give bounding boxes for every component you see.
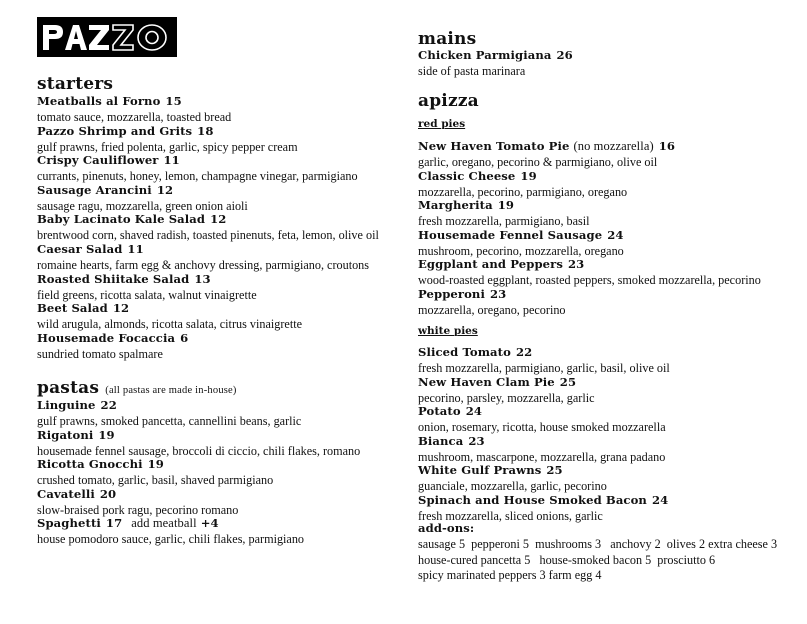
item-title: Spaghetti (37, 516, 101, 531)
section-title-pastas: pastas (all pastas are made in-house) (37, 378, 237, 398)
item-price: 18 (197, 123, 214, 138)
item-price: 6 (180, 330, 189, 345)
addons-line: house-cured pancetta 5 house-smoked bacon 5 prosciutto 6 (418, 552, 716, 567)
menu-item-name (37, 212, 226, 226)
menu-item-description: garlic, oregano, pecorino & parmigiano, olive oil (418, 155, 658, 169)
addons-title: add-ons: (418, 521, 475, 535)
menu-item-name (418, 463, 563, 477)
menu-item-name (418, 228, 624, 242)
menu-item-name (418, 375, 576, 389)
item-title: New Haven Tomato Pie (418, 139, 570, 153)
menu-item-name (37, 242, 144, 256)
item-title: Crispy Cauliflower (37, 153, 159, 168)
menu-item-description: fresh mozzarella, parmigiano, garlic, basil, olive oil (418, 361, 670, 375)
menu-item-name (37, 457, 164, 471)
item-price: 25 (546, 463, 563, 478)
item-title: Cavatelli (37, 486, 95, 501)
menu-item-description: romaine hearts, farm egg & anchovy dressing, parmigiano, croutons (37, 258, 370, 272)
item-price: 11 (127, 242, 144, 256)
menu-item-description: brentwood corn, shaved radish, toasted pinenuts, feta, lemon, olive oil (37, 228, 379, 243)
item-price: 22 (515, 345, 533, 359)
item-title: Sliced Tomato (418, 345, 511, 359)
menu-item-description: guanciale, mozzarella, garlic, pecorino (418, 479, 607, 494)
menu-item-name (418, 434, 485, 448)
item-title: Housemade Fennel Sausage (418, 227, 603, 242)
menu-item-description: side of pasta marinara (418, 64, 526, 78)
menu-item-name (418, 404, 482, 418)
item-title: Baby Lacinato Kale Salad (37, 212, 206, 227)
item-price: 19 (98, 427, 115, 442)
menu-item-name (418, 198, 514, 212)
menu-item-name (418, 169, 537, 183)
item-title: Potato (418, 404, 461, 419)
menu-item-description: sundried tomato spalmare (37, 346, 163, 361)
item-extra-price: +4 (200, 516, 219, 531)
pazzo-logo (37, 17, 177, 57)
menu-item-name (37, 124, 214, 138)
menu-item-name (37, 301, 129, 315)
menu-item-description: mozzarella, oregano, pecorino (418, 303, 566, 317)
section-title-mains: mains (418, 29, 477, 49)
item-title: Margherita (418, 198, 493, 213)
menu-item-description: fresh mozzarella, sliced onions, garlic (418, 509, 603, 523)
item-title: New Haven Clam Pie (418, 374, 555, 389)
menu-item-description: house pomodoro sauce, garlic, chili flakes, parmigiano (37, 532, 305, 547)
menu-item-name (37, 487, 116, 501)
menu-item-description: currants, pinenuts, honey, lemon, champagne vinegar, parmigiano (37, 169, 358, 184)
item-price: 23 (568, 257, 585, 272)
item-price: 12 (112, 301, 130, 316)
item-price: 15 (165, 94, 182, 108)
item-title: Pepperoni (418, 287, 485, 301)
menu-item-name (37, 94, 182, 108)
addons-line: sausage 5 pepperoni 5 mushrooms 3 anchovy 2 olives 2 extra cheese 3 (418, 537, 778, 551)
menu-item-name (418, 287, 506, 301)
menu-item-description: fresh mozzarella, parmigiano, basil (418, 214, 590, 229)
item-price: 13 (194, 271, 211, 286)
item-price: 19 (520, 168, 537, 183)
item-price: 22 (100, 398, 117, 412)
item-title: Sausage Arancini (37, 182, 152, 197)
item-title: Classic Cheese (418, 168, 516, 183)
item-title: Housemade Focaccia (37, 330, 176, 345)
item-price: 17 (105, 516, 123, 531)
menu-item-name (37, 331, 188, 345)
menu-item-description: crushed tomato, garlic, basil, shaved parmigiano (37, 473, 274, 488)
menu-item-description: tomato sauce, mozzarella, toasted bread (37, 110, 232, 124)
section-title-apizza: apizza (418, 91, 479, 111)
subsection-white-pies: white pies (418, 325, 478, 337)
item-title: Beet Salad (37, 301, 108, 316)
menu-item-name (37, 183, 173, 197)
menu-item-description: sausage ragu, mozzarella, green onion aioli (37, 198, 248, 213)
menu-item-name (418, 493, 668, 507)
menu-item-name (418, 139, 675, 154)
menu-item-description: wood-roasted eggplant, roasted peppers, smoked mozzarella, pecorino (418, 273, 761, 288)
item-price: 24 (465, 404, 483, 419)
item-price: 23 (489, 287, 507, 301)
menu-item-description: mushroom, pecorino, mozzarella, oregano (418, 243, 624, 258)
item-title: Chicken Parmigiana (418, 48, 552, 62)
menu-item-name (37, 272, 211, 286)
item-price: 11 (163, 153, 180, 168)
menu-item-description: onion, rosemary, ricotta, house smoked mozzarella (418, 420, 666, 435)
item-price: 23 (468, 433, 485, 448)
item-price: 12 (210, 212, 227, 227)
item-price: 12 (156, 182, 174, 197)
item-extra: add meatball (131, 516, 197, 531)
menu-item-name (37, 398, 117, 412)
item-price: 19 (147, 457, 164, 472)
menu-item-description: wild arugula, almonds, ricotta salata, citrus vinaigrette (37, 317, 302, 332)
menu-item-description: mushroom, mascarpone, mozzarella, grana padano (418, 449, 666, 464)
menu-item-description: mozzarella, pecorino, parmigiano, oregano (418, 184, 628, 199)
item-title: Rigatoni (37, 427, 94, 442)
menu-item-description: gulf prawns, smoked pancetta, cannellini beans, garlic (37, 414, 302, 428)
item-title: Spinach and House Smoked Bacon (418, 493, 647, 507)
item-title: Roasted Shiitake Salad (37, 271, 190, 286)
addons-line: spicy marinated peppers 3 farm egg 4 (418, 568, 602, 582)
menu-item-name (37, 428, 115, 442)
item-price: 24 (651, 493, 669, 507)
item-title: Caesar Salad (37, 242, 123, 256)
menu-item-description: housemade fennel sausage, broccoli di ciccio, chili flakes, romano (37, 443, 361, 458)
menu-item-name (37, 153, 180, 167)
pastas-note: (all pastas are made in-house) (105, 385, 237, 396)
item-price: 24 (607, 227, 624, 242)
item-title: Linguine (37, 398, 96, 412)
subsection-red-pies: red pies (418, 118, 466, 130)
item-title: Pazzo Shrimp and Grits (37, 123, 193, 138)
item-price: 20 (99, 486, 117, 501)
item-price: 19 (497, 198, 515, 213)
menu-item-description: slow-braised pork ragu, pecorino romano (37, 502, 239, 517)
menu-item-name (418, 345, 532, 359)
item-price: 26 (556, 48, 573, 62)
item-title: Eggplant and Peppers (418, 257, 563, 272)
item-title: Bianca (418, 433, 464, 448)
menu-item-description: gulf prawns, fried polenta, garlic, spicy pepper cream (37, 139, 298, 154)
menu-item-description: field greens, ricotta salata, walnut vinaigrette (37, 287, 257, 302)
item-price: 25 (559, 374, 577, 389)
item-title: Ricotta Gnocchi (37, 457, 143, 472)
menu-item-description: pecorino, parsley, mozzarella, garlic (418, 390, 595, 405)
menu-item-name (37, 516, 219, 531)
menu-item-name (418, 257, 584, 271)
menu-item-name (418, 48, 573, 62)
item-note: (no mozzarella) (573, 139, 654, 153)
item-title: Meatballs al Forno (37, 94, 161, 108)
section-title-starters: starters (37, 74, 114, 94)
item-price: 16 (658, 139, 676, 153)
item-title: White Gulf Prawns (418, 463, 542, 478)
